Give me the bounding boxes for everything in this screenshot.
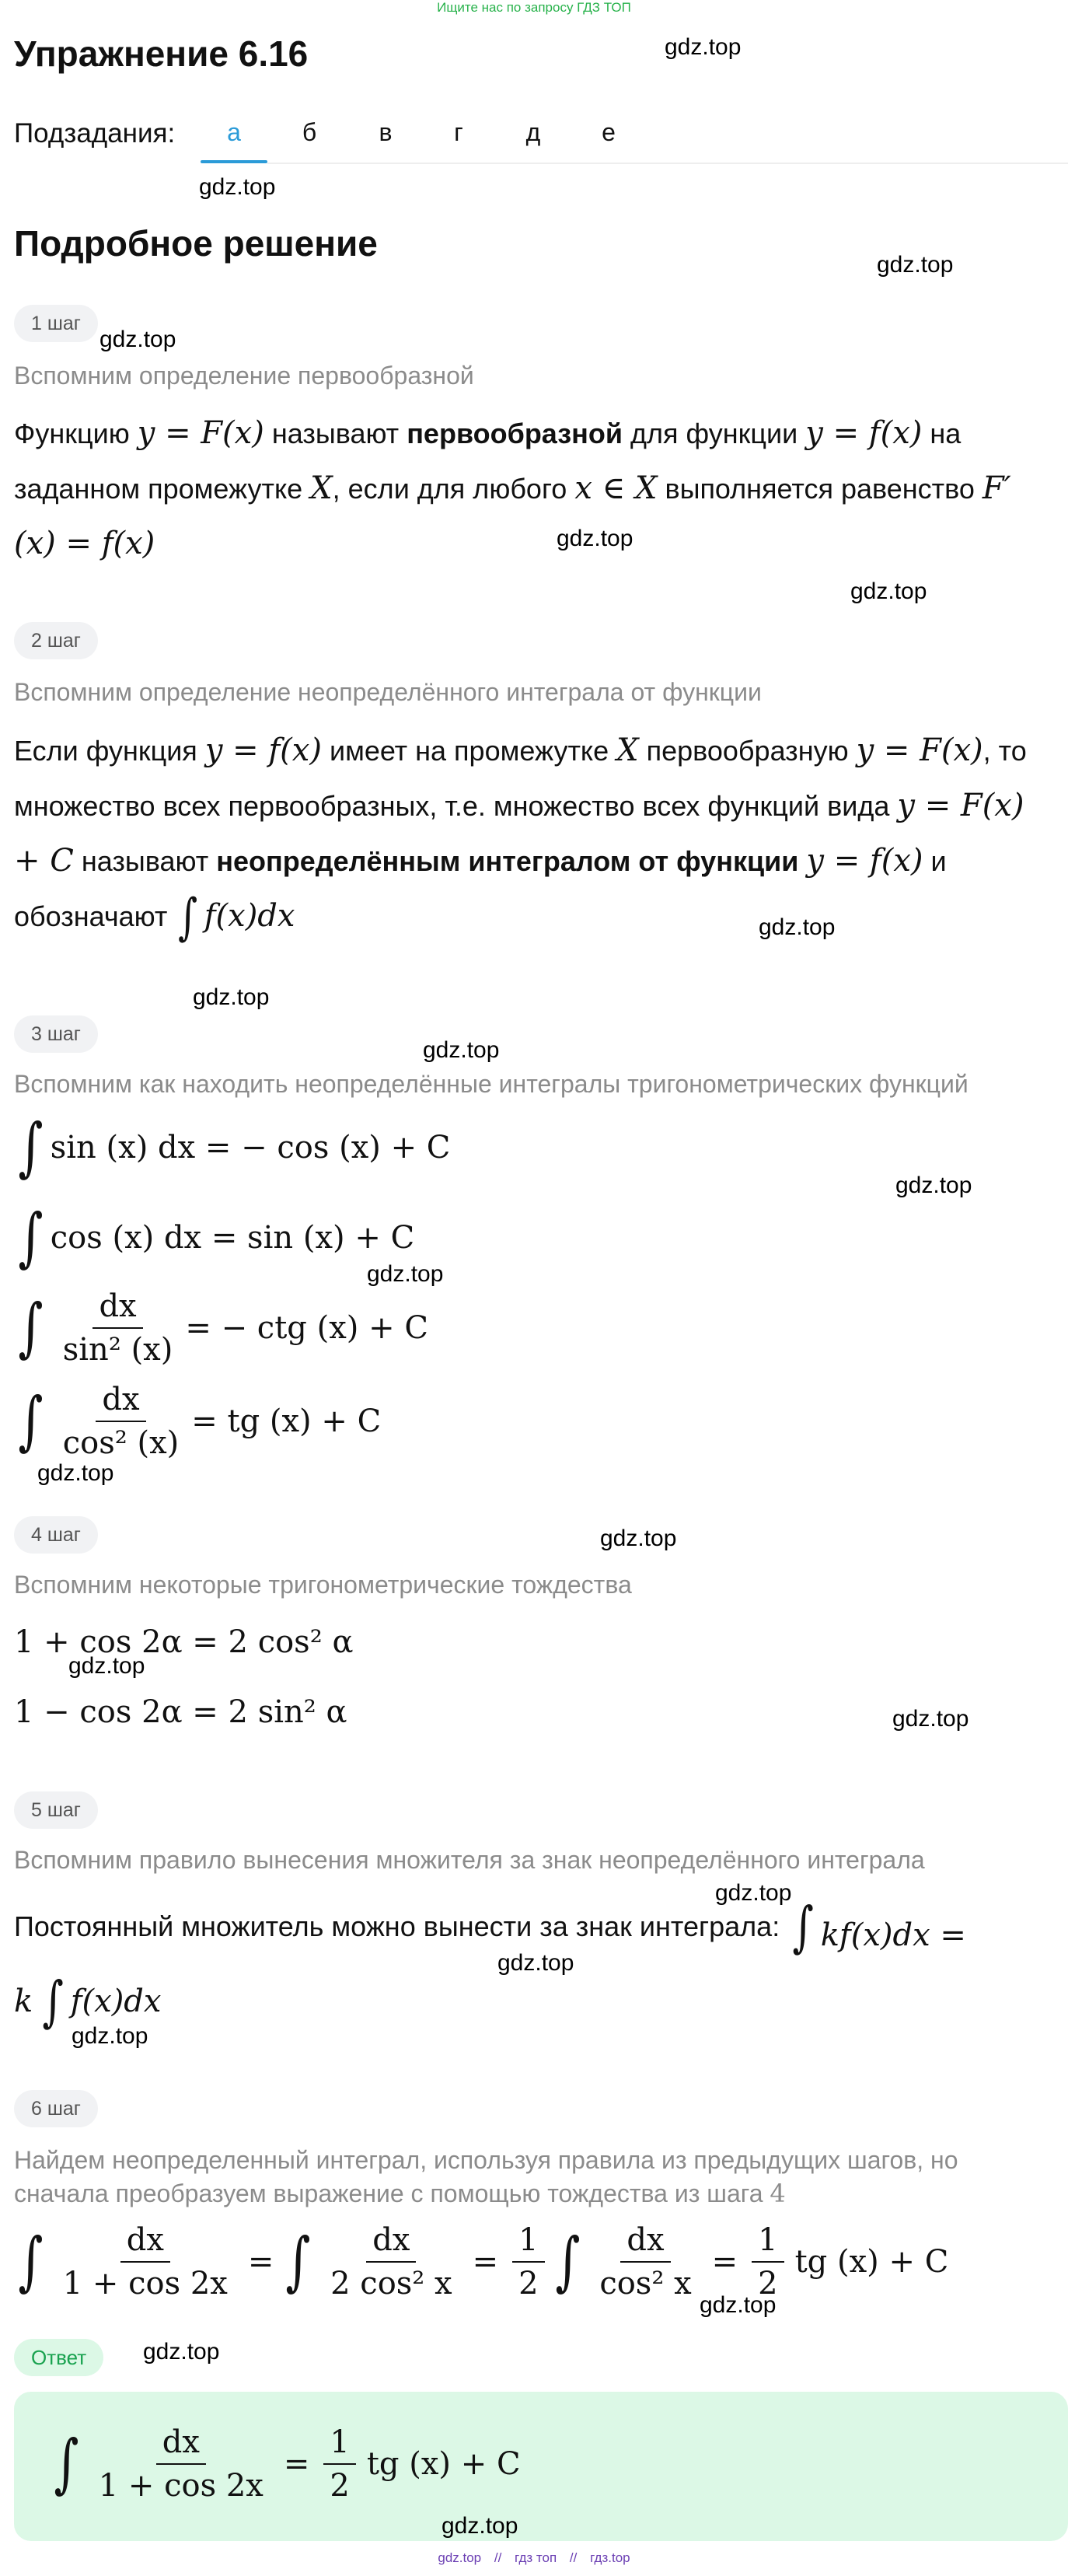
step-2-text: Если функция y = f(x) имеет на промежутке X первообразную y = F(x), то множество всех первообразных, т.е. множество всех функций вида y = F(x) + C называют неопределённым интегралом от функции y = f(x) и обозначают ∫ f(x)dx — [14, 732, 1027, 946]
watermark: gdz.top — [143, 2339, 220, 2365]
watermark: gdz.top — [759, 914, 836, 940]
integral-sign: ∫ — [18, 1110, 44, 1184]
watermark: gdz.top — [497, 1950, 574, 1976]
watermark: gdz.top — [665, 34, 742, 60]
step-5-text-line2: k ∫ f(x)dx — [14, 1970, 162, 2033]
watermark: gdz.top — [423, 1037, 500, 1063]
footer-link-1[interactable]: gdz.top — [438, 2550, 482, 2565]
tab-e[interactable]: е — [602, 118, 616, 146]
watermark: gdz.top — [895, 1173, 972, 1198]
top-hint: Ищите нас по запросу ГДЗ ТОП — [437, 0, 631, 15]
watermark: gdz.top — [193, 984, 270, 1010]
formula-int-sin: ∫ sin (x) dx = − cos (x) + C — [18, 1110, 451, 1184]
watermark: gdz.top — [557, 526, 633, 551]
step-5-chip: 5 шаг — [14, 1791, 98, 1829]
answer-chip: Ответ — [14, 2339, 103, 2376]
step-2-chip: 2 шаг — [14, 622, 98, 659]
watermark: gdz.top — [68, 1653, 145, 1679]
watermark: gdz.top — [199, 174, 276, 200]
footer-sep: // — [569, 2550, 578, 2565]
formula-int-ctg: ∫ $\frac{dx}{\text{sin² (x)}}$ = − ctg (x) + C — [18, 1288, 428, 1368]
watermark: gdz.top — [715, 1880, 792, 1906]
footer-sep: // — [494, 2550, 502, 2565]
step-5-text-line1: Постоянный множитель можно вынести за знак интеграла: ∫ kf(x)dx = — [14, 1895, 966, 1959]
section-title: Подробное решение — [14, 223, 378, 264]
watermark: gdz.top — [442, 2513, 518, 2539]
formula-int-tg: ∫ $\frac{dx}{\text{cos² (x)}}$ = tg (x) + C — [18, 1382, 382, 1461]
footer-link-2[interactable]: гдз топ — [515, 2550, 557, 2565]
step-1-caption: Вспомним определение первообразной — [14, 362, 474, 390]
watermark: gdz.top — [367, 1261, 444, 1287]
answer-formula: ∫ $\frac{dx}{1 + \cos 2x}$ = $\frac{1}{2}$ tg (x) + C — [54, 2424, 521, 2504]
step-1-chip: 1 шаг — [14, 305, 98, 342]
tab-a[interactable]: а — [227, 118, 241, 146]
watermark: gdz.top — [700, 2292, 777, 2318]
step-5-caption: Вспомним правило вынесения множителя за знак неопределённого интеграла — [14, 1846, 925, 1874]
step-2-caption: Вспомним определение неопределённого интеграла от функции — [14, 678, 762, 706]
step-6-caption-2: сначала преобразуем выражение с помощью тождества из шага 4 — [14, 2179, 786, 2208]
subtasks-label: Подзадания: — [14, 118, 176, 149]
integral-sign: ∫ — [18, 1291, 44, 1365]
tab-g[interactable]: г — [454, 118, 463, 146]
active-tab-indicator — [201, 160, 267, 163]
tab-b[interactable]: б — [302, 118, 317, 146]
tab-v[interactable]: в — [379, 118, 393, 146]
step-3-caption: Вспомним как находить неопределённые интегралы тригонометрических функций — [14, 1070, 969, 1098]
integral-sign: ∫ — [18, 1384, 44, 1458]
identity-cos-sq: 1 + cos 2α = 2 cos² α — [14, 1624, 354, 1660]
integral-sign: ∫ — [18, 1201, 44, 1274]
step-4-chip: 4 шаг — [14, 1516, 98, 1554]
watermark: gdz.top — [99, 327, 176, 352]
step-6-formula: ∫ $\frac{dx}{1 + \cos 2x}$ = ∫ $\frac{dx}{\text{2 cos² x}}$ = $\frac{1}{2}$ ∫ $\frac{dx}{\text{cos² x}}$ = $\frac{1}{2}$ tg (x) + C — [18, 2222, 949, 2302]
tab-d[interactable]: д — [525, 118, 541, 146]
step-3-chip: 3 шаг — [14, 1015, 98, 1053]
tab-divider — [267, 163, 1068, 164]
step-6-caption-1: Найдем неопределенный интеграл, используя правила из предыдущих шагов, но — [14, 2146, 958, 2174]
page-title: Упражнение 6.16 — [14, 33, 309, 74]
watermark: gdz.top — [877, 252, 954, 278]
watermark: gdz.top — [892, 1706, 969, 1732]
step-1-text: Функцию y = F(x) называют первообразной для функции y = f(x) на заданном промежутке X, если для любого x ∈ X выполняется равенство F′(x) = f(x) — [14, 415, 1011, 561]
formula-int-cos: ∫ cos (x) dx = sin (x) + C — [18, 1201, 415, 1274]
watermark: gdz.top — [850, 578, 927, 604]
watermark: gdz.top — [37, 1460, 114, 1486]
step-6-chip: 6 шаг — [14, 2090, 98, 2127]
watermark: gdz.top — [600, 1526, 677, 1551]
identity-sin-sq: 1 − cos 2α = 2 sin² α — [14, 1694, 347, 1730]
footer-links — [0, 2550, 1068, 2566]
step-4-caption: Вспомним некоторые тригонометрические тождества — [14, 1571, 632, 1599]
footer-link-3[interactable]: гдз.top — [590, 2550, 630, 2565]
watermark: gdz.top — [72, 2023, 148, 2049]
